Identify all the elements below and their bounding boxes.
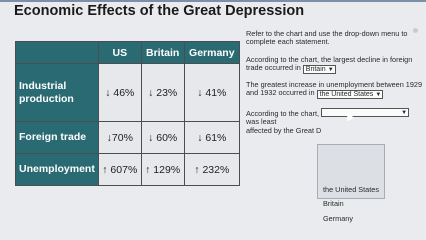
dropdown-value: the United States: [319, 91, 374, 99]
statement-text: was least: [246, 117, 277, 127]
statement-text: According to the chart,: [246, 109, 320, 118]
chevron-down-icon: ▼: [401, 110, 408, 116]
column-header-us: US: [98, 42, 141, 64]
statement-unemployment: [246, 81, 424, 99]
table-cell: ↑ 129%: [141, 154, 184, 186]
column-header-britain: Britain: [141, 42, 184, 64]
table-cell: ↑ 232%: [184, 154, 239, 186]
page-title: Economic Effects of the Great Depression: [14, 3, 305, 19]
table-header-row: [16, 42, 240, 64]
row-header-industrial-production: [16, 64, 99, 122]
row-header-unemployment: [16, 154, 99, 186]
window-top-edge: [0, 0, 426, 2]
table-cell: ↓ 61%: [184, 122, 239, 154]
dropdown-options-menu: [317, 144, 385, 223]
column-header-germany: Germany: [184, 42, 239, 64]
table-cell: ↓ 46%: [98, 64, 141, 122]
table-row: [16, 122, 240, 154]
chevron-down-icon: ▼: [327, 67, 334, 74]
row-label-line1: Industrial: [19, 79, 67, 92]
table-row: [16, 154, 240, 186]
chevron-down-icon: ▼: [375, 92, 382, 99]
table-cell: ↓ 41%: [184, 64, 239, 122]
row-header-foreign-trade: [16, 122, 99, 154]
instructions-text: Refer to the chart and use the drop-down menu to complete each statement.: [246, 29, 408, 47]
table-row: [16, 64, 240, 122]
statement-foreign-trade: [246, 56, 424, 74]
dropdown-option-germany[interactable]: Germany: [323, 214, 354, 223]
table-cell: ↓ 60%: [141, 122, 184, 154]
table-corner-cell: [16, 42, 99, 64]
table-cell: ↓ 23%: [141, 64, 184, 122]
dropdown-option-united-states[interactable]: the United States: [323, 185, 379, 194]
dropdown-value: Britain: [305, 66, 326, 74]
effects-table: [15, 41, 240, 186]
row-label-line2: production: [19, 92, 74, 105]
unemployment-dropdown[interactable]: [317, 90, 384, 99]
statement-least-affected: [246, 108, 424, 135]
foreign-trade-dropdown[interactable]: [303, 65, 336, 74]
statement-text: affected by the Great D: [246, 125, 322, 135]
least-affected-dropdown[interactable]: [321, 108, 409, 117]
dropdown-option-britain[interactable]: Britain: [323, 199, 344, 208]
row-label: Foreign trade: [19, 131, 87, 143]
statement-text: The greatest increase in unemployment between 1929 and 1932 occurred in: [246, 80, 423, 98]
table-cell: ↓70%: [98, 122, 141, 154]
row-label: Unemployment: [19, 163, 95, 175]
statement-text: According to the chart, the largest decline in foreign trade occurred in: [246, 55, 413, 73]
table-cell: ↑ 607%: [98, 154, 141, 186]
